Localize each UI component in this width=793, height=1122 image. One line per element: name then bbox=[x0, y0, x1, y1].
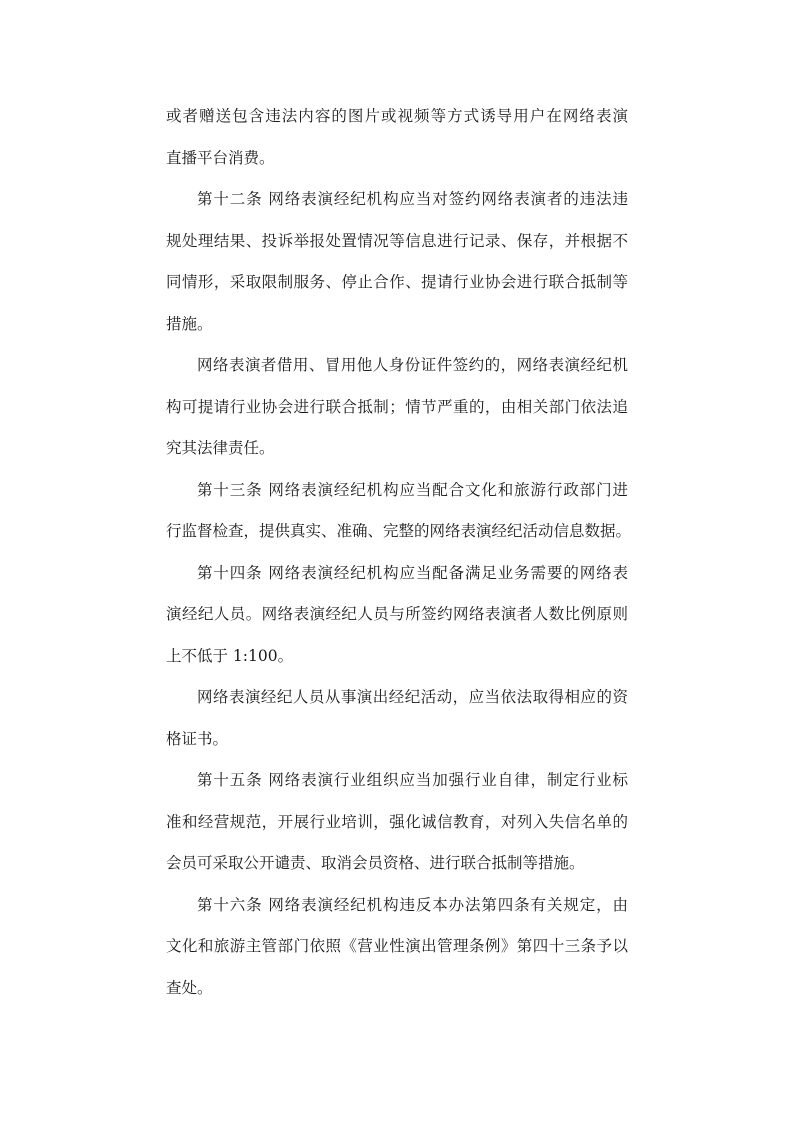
text-line: 网络表演者借用、冒用他人身份证件签约的，网络表演经纪机 bbox=[197, 356, 628, 374]
text-line: 或者赠送包含违法内容的图片或视频等方式诱导用户在网络表演 bbox=[166, 107, 628, 125]
text-line: 第十六条 网络表演经纪机构违反本办法第四条有关规定，由 bbox=[197, 895, 628, 914]
text-line: 究其法律责任。 bbox=[166, 439, 275, 457]
text-line: 网络表演经纪人员从事演出经纪活动，应当依法取得相应的资 bbox=[197, 688, 628, 706]
text-line: 第十二条 网络表演经纪机构应当对签约网络表演者的违法违 bbox=[197, 190, 628, 208]
text-line: 查处。 bbox=[166, 978, 213, 997]
paragraph bbox=[166, 470, 632, 553]
text-line: 格证书。 bbox=[166, 729, 229, 748]
text-line: 准和经营规范，开展行业培训，强化诚信教育，对列入失信名单的 bbox=[166, 812, 628, 831]
text-line: 文化和旅游主管部门依照《营业性演出管理条例》第四十三条予以 bbox=[166, 937, 628, 955]
text-line: 第十五条 网络表演行业组织应当加强行业自律，制定行业标 bbox=[197, 771, 628, 789]
paragraph bbox=[166, 553, 628, 678]
text-line: 第十四条 网络表演经纪机构应当配备满足业务需要的网络表 bbox=[197, 563, 628, 582]
text-line: 演经纪人员。网络表演经纪人员与所签约网络表演者人数比例原则 bbox=[166, 605, 628, 623]
text-line: 规处理结果、投诉举报处置情况等信息进行记录、保存，并根据不 bbox=[166, 231, 628, 250]
text-line: 会员可采取公开谴责、取消会员资格、进行联合抵制等措施。 bbox=[166, 854, 585, 872]
text-line: 构可提请行业协会进行联合抵制；情节严重的，由相关部门依法追 bbox=[166, 397, 628, 416]
text-line: 措施。 bbox=[166, 314, 213, 333]
paragraph bbox=[166, 760, 628, 885]
text-line: 第十三条 网络表演经纪机构应当配合文化和旅游行政部门进 bbox=[197, 480, 628, 499]
paragraph bbox=[166, 345, 628, 470]
paragraph bbox=[166, 885, 628, 1010]
text-line: 行监督检查，提供真实、准确、完整的网络表演经纪活动信息数据。 bbox=[166, 522, 632, 540]
paragraph bbox=[166, 179, 628, 345]
text-line: 同情形，采取限制服务、停止合作、提请行业协会进行联合抵制等 bbox=[166, 273, 628, 291]
document-body bbox=[166, 96, 632, 1009]
paragraph bbox=[166, 677, 628, 760]
text-line: 直播平台消费。 bbox=[166, 148, 275, 167]
paragraph bbox=[166, 96, 628, 179]
text-line: 上不低于 1:100。 bbox=[166, 646, 294, 665]
